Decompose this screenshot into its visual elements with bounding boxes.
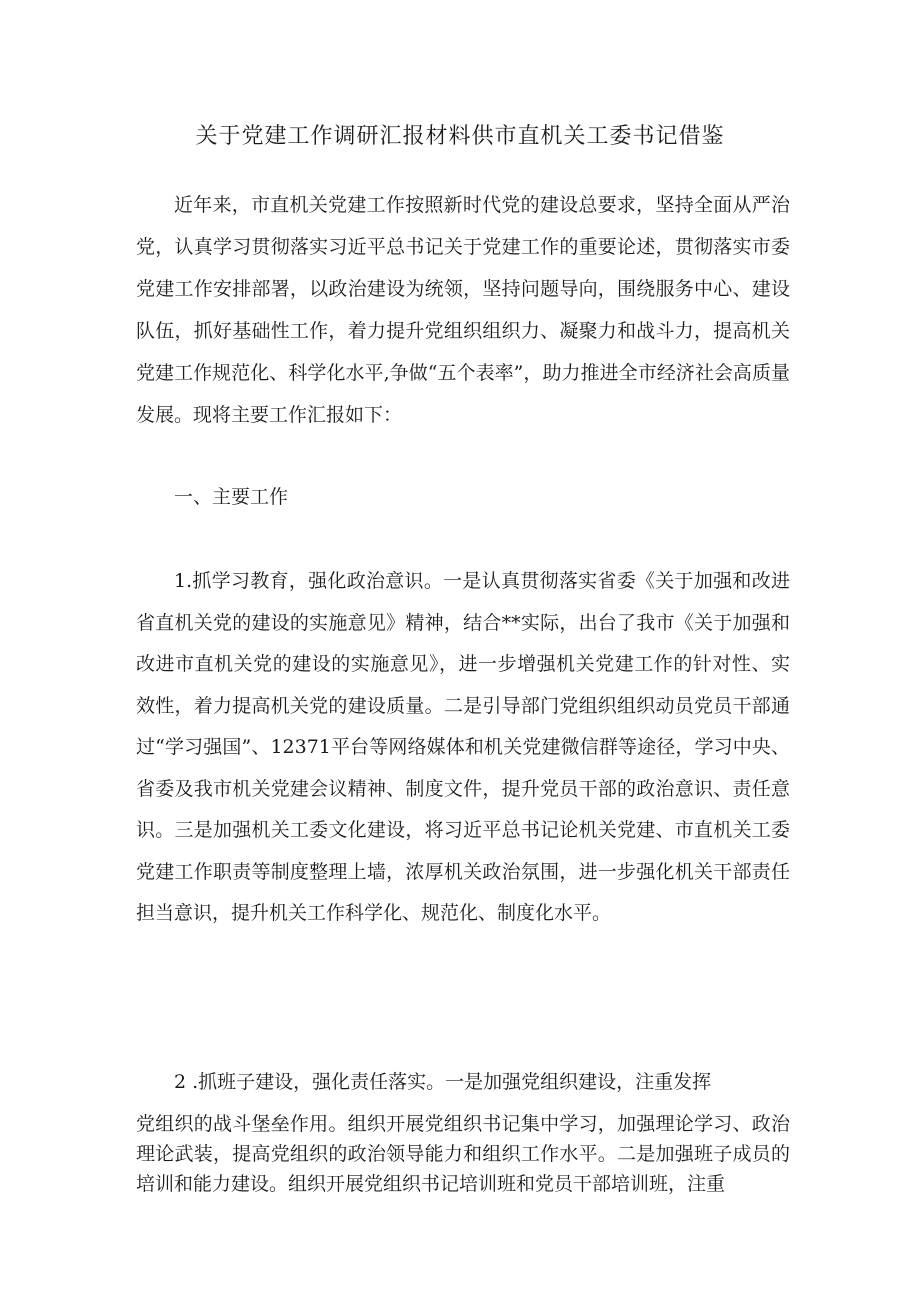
document-title: 关于党建工作调研汇报材料供市直机关工委书记借鉴 xyxy=(195,124,725,149)
paragraph-2-body: 党组织的战斗堡垒作用。组织开展党组织书记集中学习，加强理论学习、政治理论武装，提高党组织的政治领导能力和组织工作水平。二是加强班子成员的培训和能力建设。组织开展党组织书记培训班和党员干部培训班，注重 xyxy=(136,1113,790,1195)
intro-paragraph: 近年来，市直机关党建工作按照新时代党的建设总要求，坚持全面从严治党，认真学习贯彻落实习近平总书记关于党建工作的重要论述，贯彻落实市委党建工作安排部署，以政治建设为统领，坚持问题导向，围绕服务中心、建设队伍，抓好基础性工作，着力提升党组织组织力、凝聚力和战斗力，提高机关党建工作规范化、科学化水平,争做“五个表率”，助力推进全市经济社会高质量发展。现将主要工作汇报如下： xyxy=(136,194,790,426)
section-heading: 一、主要工作 xyxy=(174,486,289,508)
paragraph-1: 1.抓学习教育，强化政治意识。一是认真贯彻落实省委《关于加强和改进省直机关党的建设的实施意见》精神，结合**实际，出台了我市《关于加强和改进市直机关党的建设的实施意见》，进一步增强机关党建工作的针对性、实效性，着力提高机关党的建设质量。二是引导部门党组织组织动员党员干部通过“学习强国”、12371平台等网络媒体和机关党建微信群等途径，学习中央、省委及我市机关党建会议精神、制度文件，提升党员干部的政治意识、责任意识。三是加强机关工委文化建设，将习近平总书记论机关党建、市直机关工委党建工作职责等制度整理上墙，浓厚机关政治氛围，进一步强化机关干部责任担当意识，提升机关工作科学化、规范化、制度化水平。 xyxy=(136,570,790,924)
paragraph-2-lead: 2 .抓班子建设，强化责任落实。一是加强党组织建设，注重发挥 xyxy=(174,1071,712,1093)
